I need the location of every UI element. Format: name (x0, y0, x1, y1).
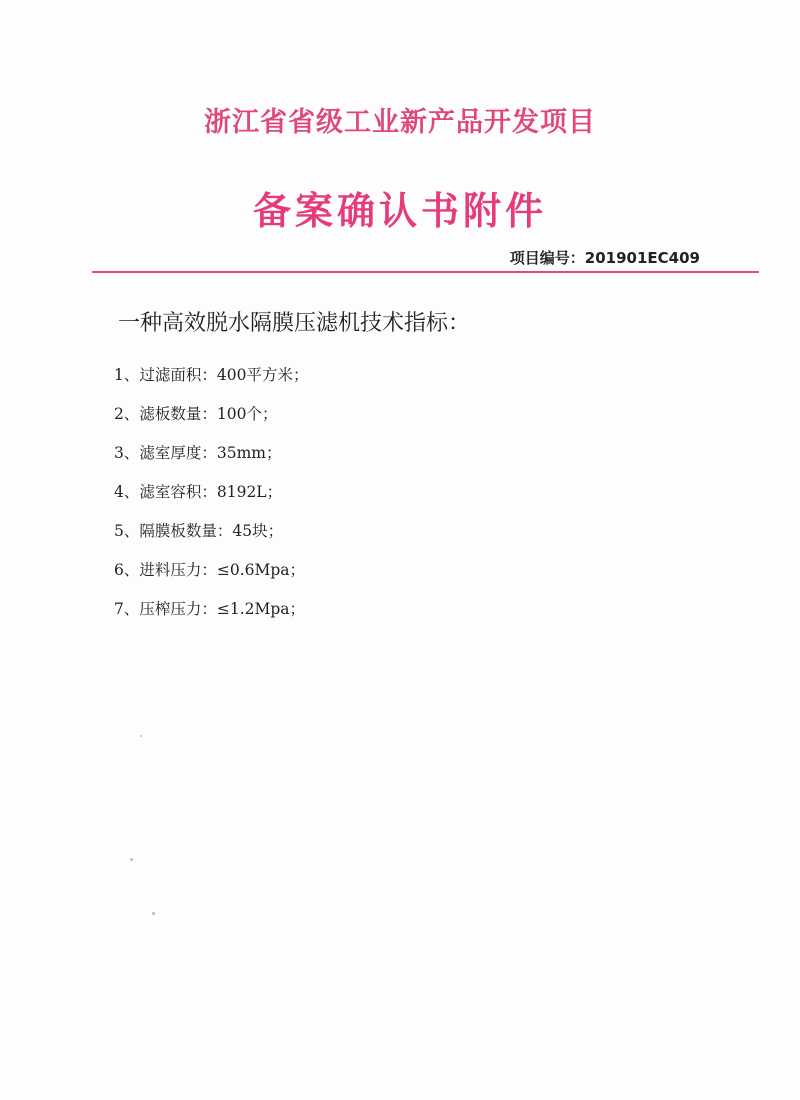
spec-item: 5、隔膜板数量：45块； (114, 522, 284, 540)
spec-item: 4、滤室容积：8192L； (114, 483, 283, 501)
project-number: 项目编号：201901EC409 (509, 249, 700, 267)
document-title: 浙江省省级工业新产品开发项目 (204, 107, 596, 138)
spec-item: 7、压榨压力：≤1.2Mpa； (114, 600, 306, 618)
document-subtitle: 备案确认书附件 (252, 189, 547, 233)
scan-speck (152, 912, 155, 915)
spec-item: 1、过滤面积：400平方米； (114, 366, 309, 384)
scan-speck (130, 858, 133, 861)
spec-item: 6、进料压力：≤0.6Mpa； (114, 561, 306, 579)
header-divider (92, 271, 759, 273)
spec-item: 3、滤室厚度：35mm； (114, 444, 282, 462)
scan-speck (140, 735, 142, 737)
spec-item: 2、滤板数量：100个； (114, 405, 278, 423)
spec-list (114, 362, 308, 635)
subject-heading: 一种高效脱水隔膜压滤机技术指标： (118, 311, 471, 336)
